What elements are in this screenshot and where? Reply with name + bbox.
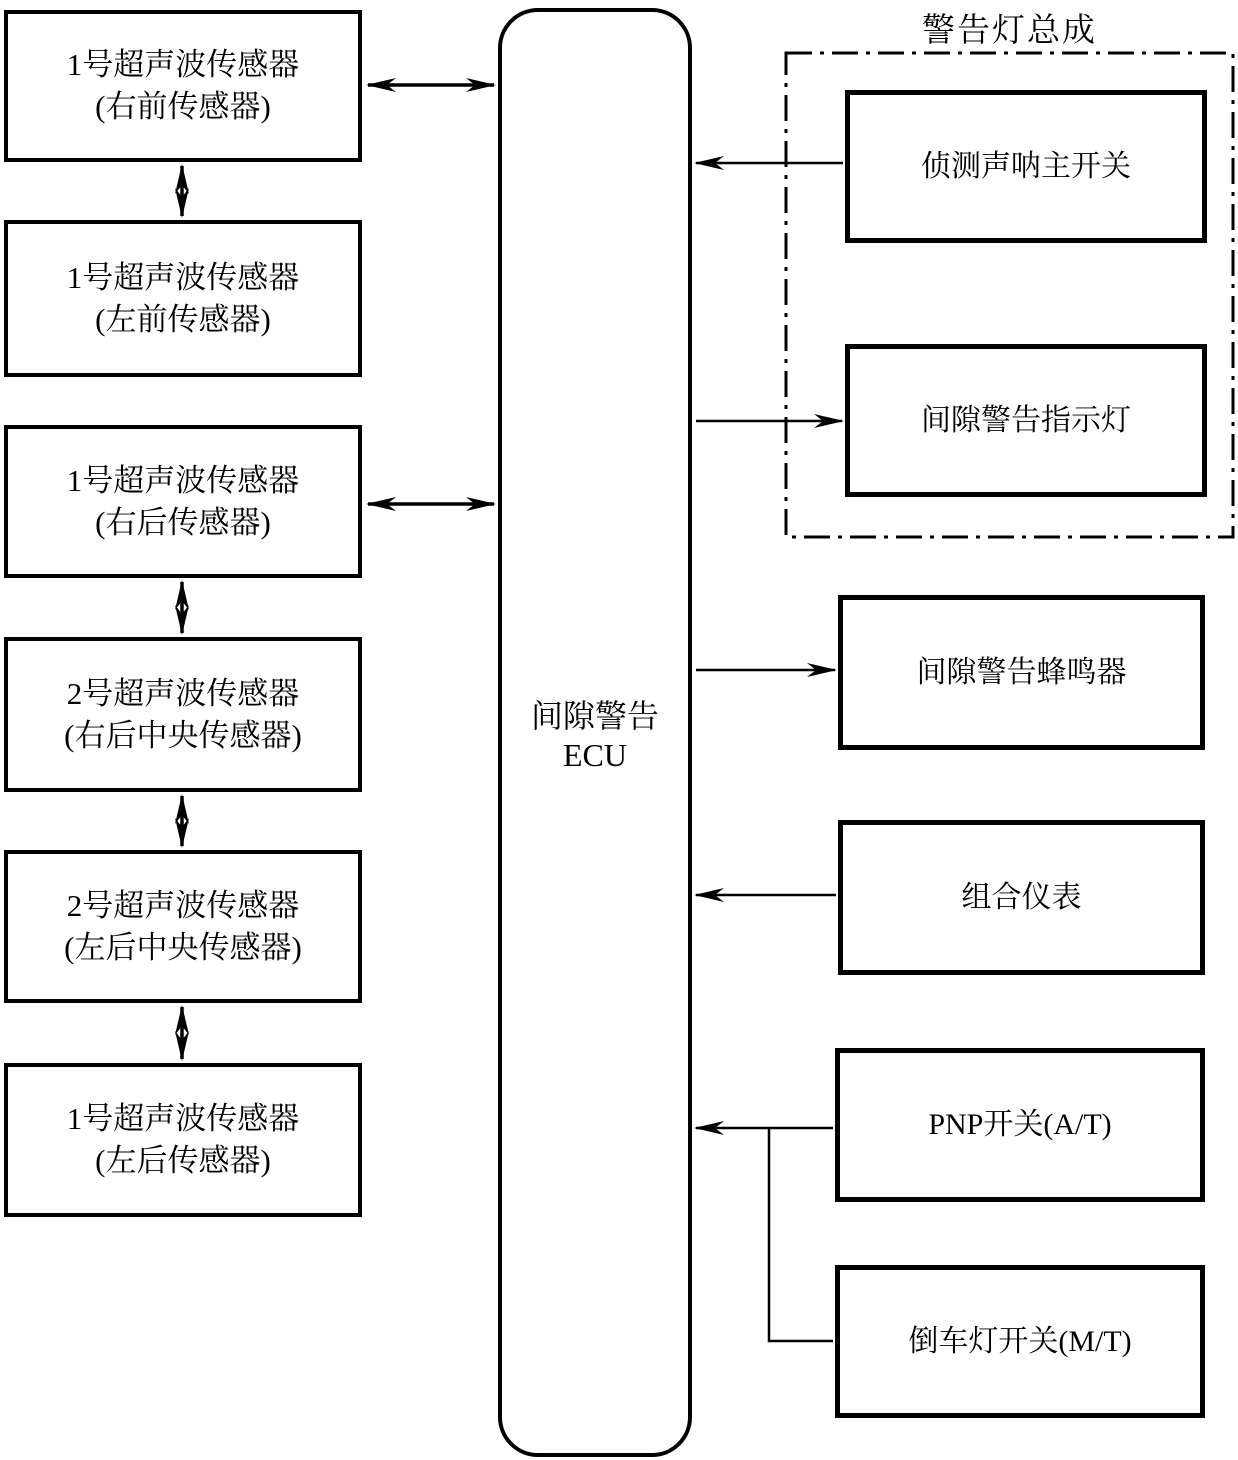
component-label: 间隙警告蜂鸣器 [916, 655, 1127, 689]
sensor-position: (左后中央传感器) [64, 929, 302, 965]
sensor-name: 2号超声波传感器 [66, 887, 300, 923]
sensor-position: (右前传感器) [95, 89, 271, 124]
combination-meter-box [838, 820, 1205, 975]
sensor-box-rear-center-right [4, 637, 362, 792]
sensor-name: 1号超声波传感器 [66, 259, 300, 295]
reverse-light-switch-box [835, 1265, 1205, 1418]
pnp-switch-box [835, 1048, 1205, 1202]
clearance-warning-indicator-box [845, 344, 1207, 497]
sensor-box-front-right [4, 10, 362, 162]
sonar-main-switch-box [845, 90, 1207, 243]
sensor-position: (左前传感器) [95, 301, 271, 337]
sensor-name: 1号超声波传感器 [66, 462, 300, 498]
sensor-box-front-left [4, 220, 362, 377]
component-label: 倒车灯开关(M/T) [908, 1324, 1132, 1358]
assembly-group-label: 警告灯总成 [922, 13, 1097, 49]
sensor-box-rear-right [4, 425, 362, 578]
sensor-box-rear-left [4, 1063, 362, 1217]
component-label: PNP开关(A/T) [928, 1108, 1112, 1141]
sensor-box-rear-center-left [4, 850, 362, 1003]
component-label: 间隙警告指示灯 [921, 403, 1131, 437]
sensor-name: 2号超声波传感器 [66, 675, 300, 711]
ecu-label: 间隙警告ECU [530, 698, 659, 773]
component-label: 侦测声呐主开关 [921, 149, 1131, 183]
component-label: 组合仪表 [961, 880, 1082, 914]
ecu-box [498, 8, 692, 1457]
branch-line-reverse-light-switch [769, 1128, 833, 1341]
sensor-name: 1号超声波传感器 [66, 47, 300, 82]
sensor-position: (左后传感器) [95, 1143, 271, 1178]
sensor-position: (右后传感器) [95, 504, 271, 540]
sensor-name: 1号超声波传感器 [66, 1101, 300, 1136]
sensor-position: (右后中央传感器) [64, 717, 302, 753]
clearance-warning-buzzer-box [838, 595, 1205, 750]
